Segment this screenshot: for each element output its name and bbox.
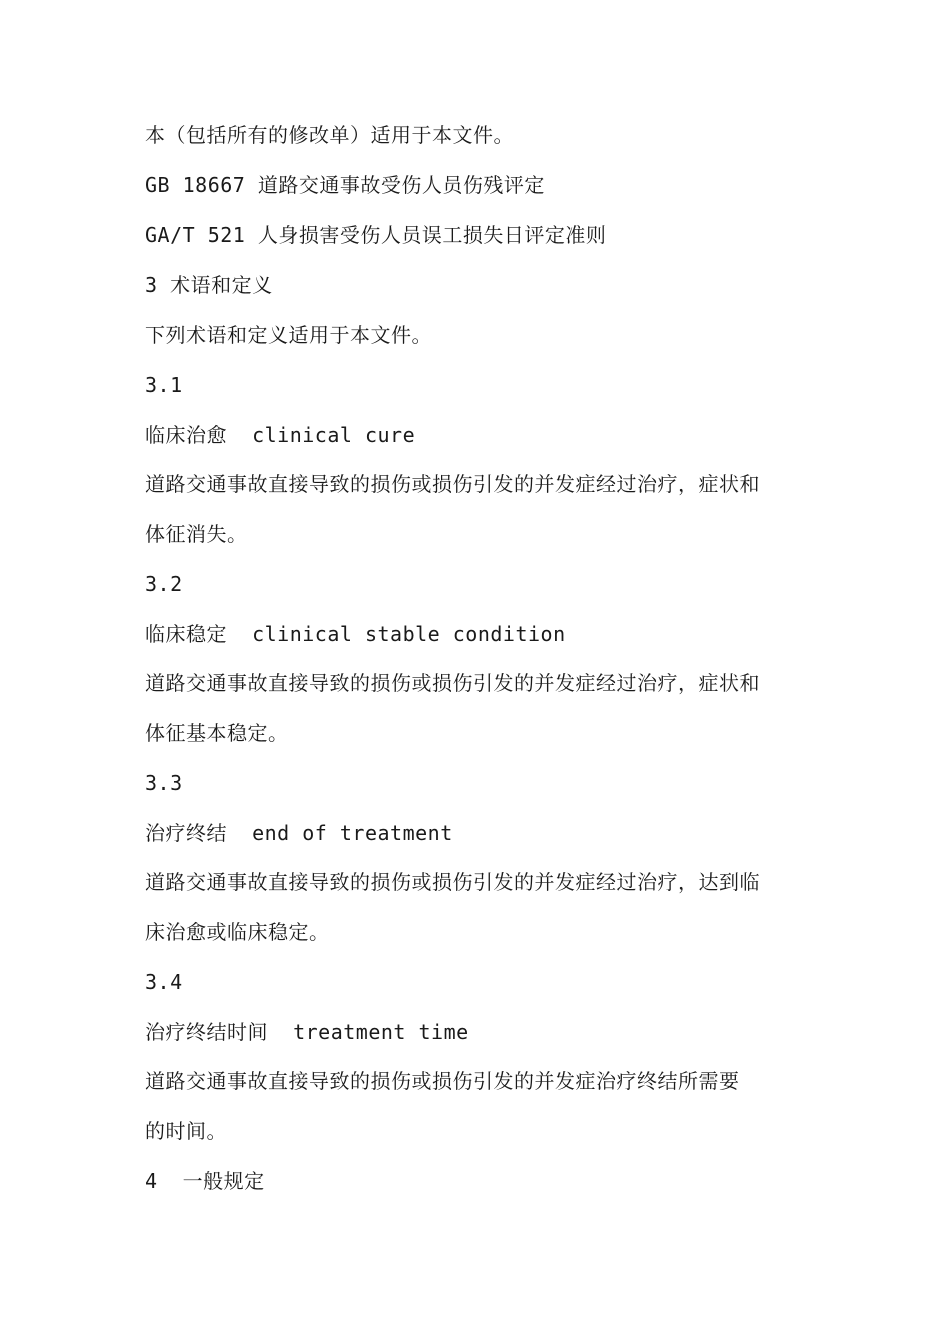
term-definition-line: 体征基本稳定。 [145, 721, 289, 745]
term-title-treatment-time: 治疗终结时间 treatment time [145, 1020, 469, 1044]
term-title-clinical-stable-condition: 临床稳定 clinical stable condition [145, 622, 566, 646]
section-heading-4: 4 一般规定 [145, 1169, 265, 1193]
term-number-3-2: 3.2 [145, 572, 183, 596]
term-number-3-4: 3.4 [145, 970, 183, 994]
term-definition-line: 床治愈或临床稳定。 [145, 920, 330, 944]
term-number-3-1: 3.1 [145, 373, 183, 397]
term-definition-line: 道路交通事故直接导致的损伤或损伤引发的并发症经过治疗，症状和 [145, 472, 760, 496]
section-heading-3: 3 术语和定义 [145, 273, 273, 297]
text-line-applicability: 本（包括所有的修改单）适用于本文件。 [145, 123, 514, 147]
reference-gb-18667: GB 18667 道路交通事故受伤人员伤残评定 [145, 173, 545, 197]
term-definition-line: 体征消失。 [145, 522, 248, 546]
term-definition-line: 道路交通事故直接导致的损伤或损伤引发的并发症经过治疗，达到临 [145, 870, 760, 894]
term-title-clinical-cure: 临床治愈 clinical cure [145, 423, 416, 447]
term-title-end-of-treatment: 治疗终结 end of treatment [145, 821, 453, 845]
term-definition-line: 道路交通事故直接导致的损伤或损伤引发的并发症经过治疗，症状和 [145, 671, 760, 695]
term-number-3-3: 3.3 [145, 771, 183, 795]
reference-ga-t-521: GA/T 521 人身损害受伤人员误工损失日评定准则 [145, 223, 607, 247]
term-definition-line: 道路交通事故直接导致的损伤或损伤引发的并发症治疗终结所需要 [145, 1069, 740, 1093]
section-intro: 下列术语和定义适用于本文件。 [145, 323, 432, 347]
term-definition-line: 的时间。 [145, 1119, 227, 1143]
